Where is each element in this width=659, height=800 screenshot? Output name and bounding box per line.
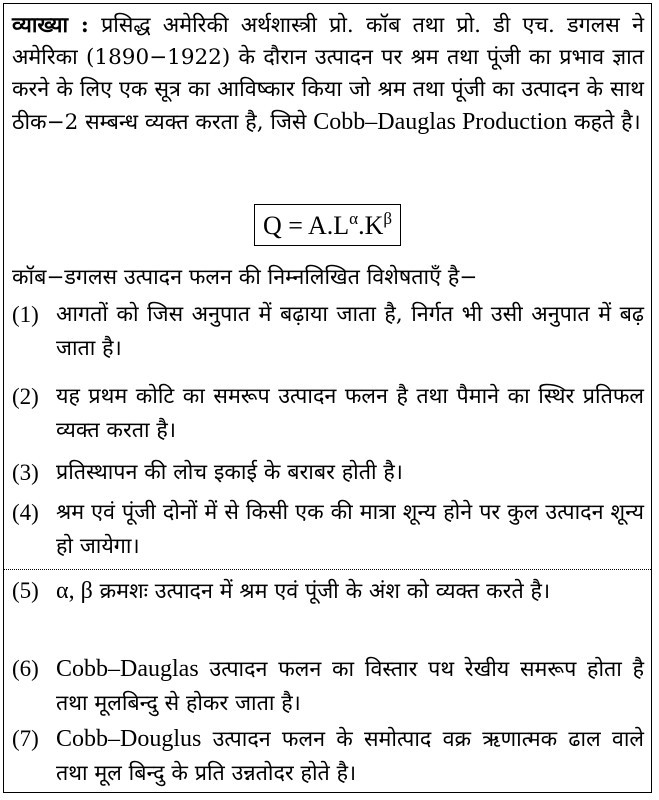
feature-item-1 bbox=[12, 298, 644, 366]
item-lead: α, β bbox=[56, 578, 93, 604]
item-text: क्रमशः उत्पादन में श्रम एवं पूंजी के अंश को व्यक्त करते है। bbox=[99, 579, 551, 604]
item-text: उत्पादन फलन का विस्तार पथ रेखीय समरूप होता है तथा मूलबिन्दु से होकर जाता है। bbox=[56, 657, 644, 716]
feature-item-7 bbox=[12, 722, 644, 791]
item-text: आगतों को जिस अनुपात में बढ़ाया जाता है, निर्गत भी उसी अनुपात में बढ़ जाता है। bbox=[56, 302, 644, 361]
intro-text: प्रसिद्ध अमेरिकी अर्थशास्त्री प्रो. कॉब तथा प्रो. डी एच. डगलस ने अमेरिका (1890−1922) के दौरान उत्पादन पर श्रम तथा पूंजी का प्रभाव ज्ञात करने के लिए एक सूत्र का आविष्कार किया जो श्रम तथा पूंजी का उत्पादन के साथ ठीक−2 सम्बन्ध व्यक्त करता है, जिसे bbox=[12, 13, 644, 135]
feature-item-6 bbox=[12, 652, 644, 721]
formula-container bbox=[4, 204, 651, 246]
item-text: उत्पादन फलन के समोत्पाद वक्र ऋणात्मक ढाल वाले तथा मूल बिन्दु के प्रति उन्नतोदर होते है। bbox=[56, 727, 644, 786]
item-number: (5) bbox=[12, 578, 39, 603]
item-lead: Cobb–Dauglas bbox=[56, 656, 199, 682]
item-number: (6) bbox=[12, 656, 39, 681]
item-lead: Cobb–Douglus bbox=[56, 726, 202, 752]
features-heading: कॉब−डगलस उत्पादन फलन की निम्नलिखित विशेषताएँ है− bbox=[12, 265, 478, 290]
item-number: (3) bbox=[12, 460, 39, 485]
item-number: (7) bbox=[12, 726, 39, 751]
feature-item-4 bbox=[12, 496, 644, 564]
feature-item-2 bbox=[12, 380, 644, 448]
item-text: यह प्रथम कोटि का समरूप उत्पादन फलन है तथा पैमाने का स्थिर प्रतिफल व्यक्त करता है। bbox=[56, 384, 644, 443]
feature-item-3 bbox=[12, 456, 644, 490]
document-page bbox=[3, 3, 652, 793]
feature-item-5 bbox=[12, 574, 644, 609]
formula-base: Q = A.L bbox=[262, 211, 350, 240]
item-text: प्रतिस्थापन की लोच इकाई के बराबर होती है। bbox=[56, 460, 403, 485]
intro-tail: कहते है। bbox=[574, 110, 641, 135]
formula-k: .K bbox=[358, 211, 384, 240]
item-number: (2) bbox=[12, 384, 39, 409]
cobb-douglas-formula bbox=[254, 204, 401, 246]
production-term: Cobb–Dauglas Production bbox=[313, 109, 568, 135]
formula-alpha: α bbox=[349, 209, 359, 228]
item-number: (4) bbox=[12, 500, 39, 525]
formula-beta: β bbox=[383, 209, 393, 228]
dotted-divider bbox=[4, 569, 651, 570]
item-number: (1) bbox=[12, 302, 39, 327]
explanation-label: व्याख्या : bbox=[12, 13, 89, 38]
item-text: श्रम एवं पूंजी दोनों में से किसी एक की मात्रा शून्य होने पर कुल उत्पादन शून्य हो जायेगा। bbox=[56, 500, 644, 559]
intro-paragraph bbox=[12, 10, 644, 139]
